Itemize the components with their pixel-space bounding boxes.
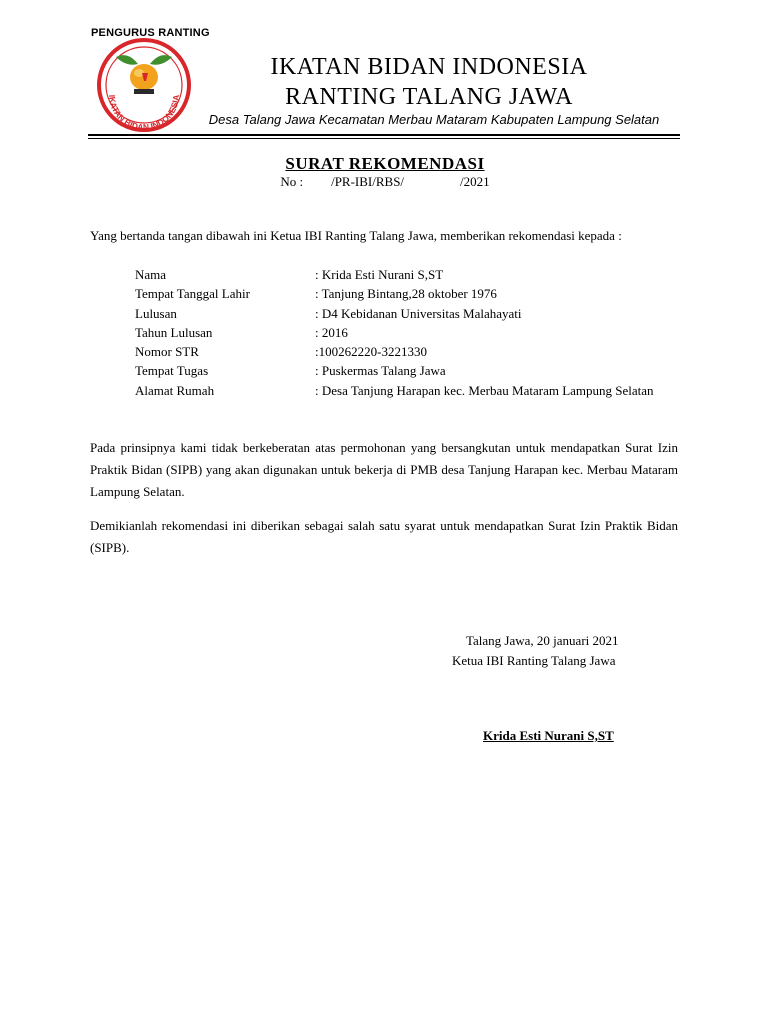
field-label: Tempat Tugas (135, 363, 209, 379)
signer-name: Krida Esti Nurani S,ST (483, 728, 614, 743)
field-row-graduate (135, 304, 654, 323)
field-label: Tahun Lulusan (135, 324, 213, 340)
closing-paragraph: Demikianlah rekomendasi ini diberikan sebagai salah satu syarat untuk mendapatkan Surat Izin Praktik Bidan (SIPB). (90, 518, 678, 555)
field-label: Alamat Rumah (135, 382, 215, 398)
field-label: Tempat Tanggal Lahir (135, 286, 250, 302)
field-row-address (135, 381, 654, 400)
field-value: : Desa Tanjung Harapan kec. Merbau Mataram Lampung Selatan (315, 382, 654, 398)
field-label: Nama (135, 267, 167, 282)
number-label: No : (280, 174, 304, 189)
body-paragraph: Pada prinsipnya kami tidak berkeberatan atas permohonan yang bersangkutan untuk mendapatkan Surat Izin Praktik Bidan (SIPB) yang akan digunakan untuk bekerja di PMB desa Tanjung Harapan kec. Merbau Mataram Lampung Selatan. (90, 440, 678, 499)
field-value: : Puskermas Talang Jawa (315, 363, 446, 379)
logo-caption: PENGURUS RANTING (91, 27, 210, 39)
logo-ring-text: IKATAN BIDAN INDONESIA (106, 94, 182, 133)
signer-position: Ketua IBI Ranting Talang Jawa (452, 653, 616, 668)
field-row-str-number (135, 342, 654, 361)
intro-text: Yang bertanda tangan dibawah ini Ketua IBI Ranting Talang Jawa, memberikan rekomendasi kepada : (90, 228, 622, 243)
recipient-details (135, 265, 654, 400)
field-row-name (135, 265, 654, 284)
field-label: Nomor STR (135, 344, 199, 360)
field-row-graduation-year (135, 323, 654, 342)
field-value: : 2016 (315, 324, 348, 340)
letterhead-rule-thin (88, 138, 680, 139)
org-name: IKATAN BIDAN INDONESIA (270, 54, 588, 80)
field-label: Lulusan (135, 305, 177, 321)
number-code: /PR-IBI/RBS/ (331, 174, 405, 189)
document-number (160, 174, 610, 190)
org-branch: RANTING TALANG JAWA (285, 84, 573, 110)
letterhead-rule (88, 134, 680, 136)
field-value: : Tanjung Bintang,28 oktober 1976 (315, 286, 497, 302)
place-date: Talang Jawa, 20 januari 2021 (466, 633, 619, 648)
field-value: : Krida Esti Nurani S,ST (315, 267, 444, 282)
field-row-workplace (135, 361, 654, 380)
number-year: /2021 (460, 174, 490, 189)
field-value: :100262220-3221330 (315, 344, 427, 360)
document-title: SURAT REKOMENDASI (285, 154, 485, 173)
org-address: Desa Talang Jawa Kecamatan Merbau Mataram Kabupaten Lampung Selatan (208, 112, 660, 127)
field-value: : D4 Kebidanan Universitas Malahayati (315, 305, 522, 321)
field-row-birth (135, 284, 654, 303)
